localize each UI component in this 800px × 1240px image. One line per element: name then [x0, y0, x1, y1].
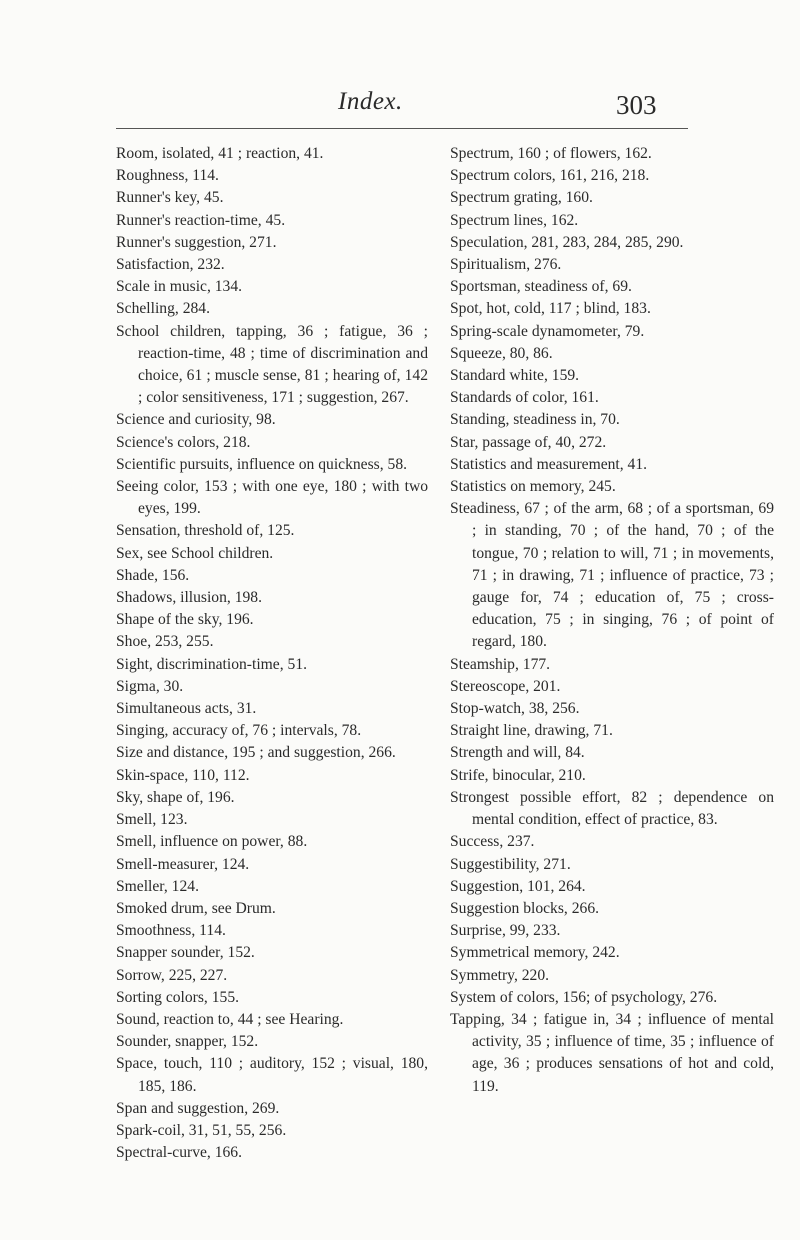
index-entry: Sounder, snapper, 152. [116, 1033, 259, 1051]
index-entry: School children, tapping, 36 ; fatigue, 36 ; reaction-time, 48 ; time of discrimination and choice, 61 ; muscle sense, 81 ; hearing of, 142 ; color sensitiveness, 171 ; suggestion, 267. [116, 322, 428, 407]
index-entry: Spectrum grating, 160. [450, 189, 593, 207]
index-entry: Smoothness, 114. [116, 922, 226, 940]
running-title: Index. [338, 88, 403, 115]
index-entry: Shade, 156. [116, 566, 190, 584]
index-entry: Sportsman, steadiness of, 69. [450, 278, 632, 296]
index-entry: Sky, shape of, 196. [116, 788, 235, 806]
index-entry: Seeing color, 153 ; with one eye, 180 ; with two eyes, 199. [116, 478, 428, 518]
index-entry: Star, passage of, 40, 272. [450, 433, 607, 451]
index-entry: Scientific pursuits, influence on quickness, 58. [116, 455, 408, 473]
index-entry: Simultaneous acts, 31. [116, 700, 257, 718]
index-entry: Schelling, 284. [116, 300, 210, 318]
index-entry: Shadows, illusion, 198. [116, 589, 262, 607]
index-entry: Tapping, 34 ; fatigue in, 34 ; influence of mental activity, 35 ; influence of time, 35 ; influence of age, 36 ; produces sensations of hot and cold, 119. [450, 1010, 774, 1095]
index-entry: Strength and will, 84. [450, 744, 585, 762]
index-entry: Sorrow, 225, 227. [116, 966, 228, 984]
index-column-right [450, 143, 774, 1098]
index-entry: Runner's key, 45. [116, 189, 224, 207]
index-entry: Standing, steadiness in, 70. [450, 411, 620, 429]
index-entry: Space, touch, 110 ; auditory, 152 ; visual, 180, 185, 186. [116, 1055, 428, 1095]
index-entry: Science's colors, 218. [116, 433, 251, 451]
index-entry: Size and distance, 195 ; and suggestion, 266. [116, 744, 396, 762]
index-entry: Strife, binocular, 210. [450, 766, 586, 784]
index-entry: Success, 237. [450, 833, 535, 851]
index-entry: Snapper sounder, 152. [116, 944, 255, 962]
index-entry: Speculation, 281, 283, 284, 285, 290. [450, 233, 684, 251]
index-entry: Skin-space, 110, 112. [116, 766, 250, 784]
index-entry: Runner's reaction-time, 45. [116, 211, 286, 229]
index-entry: Stop-watch, 38, 256. [450, 700, 580, 718]
index-entry: Steamship, 177. [450, 655, 551, 673]
index-entry: Symmetrical memory, 242. [450, 944, 620, 962]
index-entry: Room, isolated, 41 ; reaction, 41. [116, 145, 324, 162]
index-entry: Smell, 123. [116, 811, 188, 829]
index-entry: Runner's suggestion, 271. [116, 233, 277, 251]
index-entry: Science and curiosity, 98. [116, 411, 276, 429]
index-column-left [116, 143, 428, 1164]
page-header [0, 88, 800, 128]
index-entry: Spark-coil, 31, 51, 55, 256. [116, 1121, 287, 1139]
index-entry: Suggestibility, 271. [450, 855, 571, 873]
index-entry: Standards of color, 161. [450, 389, 599, 407]
index-entry: Spectrum colors, 161, 216, 218. [450, 167, 650, 185]
index-entry: Satisfaction, 232. [116, 256, 225, 274]
index-entry: Sorting colors, 155. [116, 988, 240, 1006]
index-entry: System of colors, 156; of psychology, 276. [450, 988, 718, 1006]
index-entry: Sigma, 30. [116, 677, 184, 695]
index-entry: Straight line, drawing, 71. [450, 722, 613, 740]
index-entry: Spiritualism, 276. [450, 256, 562, 274]
index-entry: Steadiness, 67 ; of the arm, 68 ; of a sportsman, 69 ; in standing, 70 ; of the hand, 70 ; of the tongue, 70 ; relation to will, 71 ; in movements, 71 ; in drawing, 71 ; influence of practice, 73 ; gauge for, 74 ; education of, 75 ; cross-education, 75 ; in singing, 76 ; of point of regard, 180. [450, 500, 774, 651]
index-entry: Standard white, 159. [450, 367, 580, 385]
index-entry: Suggestion, 101, 264. [450, 877, 586, 895]
index-entry: Stereoscope, 201. [450, 677, 561, 695]
index-entry: Strongest possible effort, 82 ; dependence on mental condition, effect of practice, 83. [450, 788, 774, 829]
index-entry: Span and suggestion, 269. [116, 1099, 280, 1117]
index-entry: Suggestion blocks, 266. [450, 899, 600, 917]
page-number: 303 [616, 90, 657, 120]
index-entry: Symmetry, 220. [450, 966, 550, 984]
index-entry: Surprise, 99, 233. [450, 922, 561, 940]
index-entry: Statistics on memory, 245. [450, 478, 616, 496]
index-entry: Shape of the sky, 196. [116, 611, 254, 629]
index-entry: Shoe, 253, 255. [116, 633, 214, 651]
index-entry: Statistics and measurement, 41. [450, 455, 648, 473]
index-entry: Spot, hot, cold, 117 ; blind, 183. [450, 300, 651, 318]
index-entry: Smeller, 124. [116, 877, 199, 895]
index-entry: Spectrum lines, 162. [450, 211, 579, 229]
index-entry: Spectral-curve, 166. [116, 1144, 242, 1162]
index-entry: Squeeze, 80, 86. [450, 344, 553, 362]
index-entry: Sex, see School children. [116, 544, 274, 562]
index-entry: Smell-measurer, 124. [116, 855, 250, 873]
index-entry: Singing, accuracy of, 76 ; intervals, 78. [116, 722, 362, 740]
index-entry: Smoked drum, see Drum. [116, 899, 276, 917]
index-entry: Sensation, threshold of, 125. [116, 522, 295, 540]
index-entry: Sound, reaction to, 44 ; see Hearing. [116, 1010, 344, 1028]
index-entry: Scale in music, 134. [116, 278, 243, 296]
index-entry: Smell, influence on power, 88. [116, 833, 308, 851]
index-entry: Roughness, 114. [116, 167, 219, 185]
index-entry: Sight, discrimination-time, 51. [116, 655, 308, 673]
header-rule [116, 128, 688, 129]
index-entry: Spring-scale dynamometer, 79. [450, 322, 645, 340]
index-entry: Spectrum, 160 ; of flowers, 162. [450, 145, 652, 162]
